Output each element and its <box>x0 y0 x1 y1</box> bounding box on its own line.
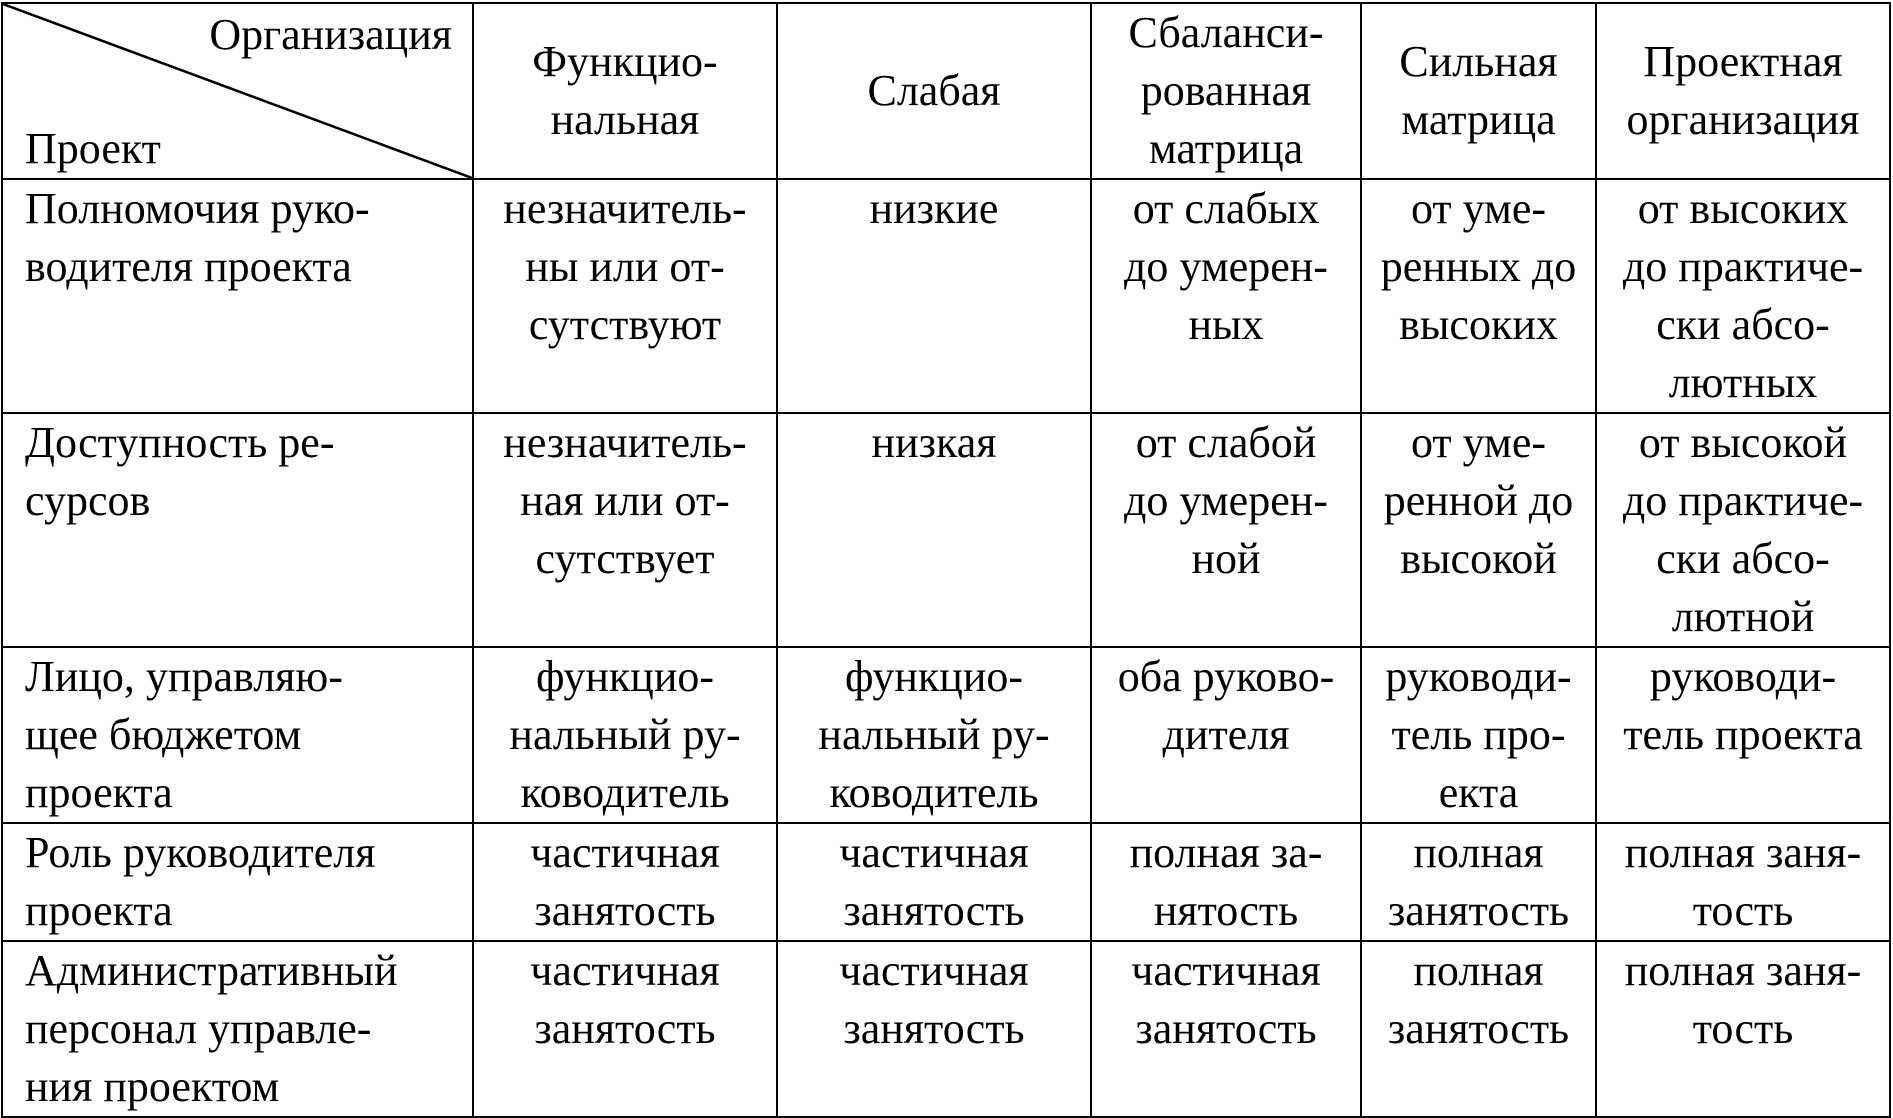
table-cell <box>473 179 777 413</box>
table-cell <box>1361 823 1596 941</box>
column-header-weak <box>777 3 1091 179</box>
cell-text: от уме- ренной до высокой <box>1383 418 1574 583</box>
cell-text: функцио- нальный ру- ководитель <box>818 652 1050 817</box>
cell-text: от уме- ренных до высоких <box>1380 184 1577 349</box>
column-header-text: Проектная организация <box>1626 37 1860 144</box>
table-cell <box>1091 413 1361 647</box>
row-header-text: Лицо, управляю- щее бюджетом проекта <box>25 652 343 817</box>
column-header-functional <box>473 3 777 179</box>
row-header-text: Доступность ре- сурсов <box>25 418 335 525</box>
cell-text: полная заня- тость <box>1624 946 1862 1053</box>
cell-text: от высокой до практиче- ски абсо- лютной <box>1622 418 1864 641</box>
cell-text: частичная занятость <box>1131 946 1321 1053</box>
row-header <box>2 413 473 647</box>
cell-text: руководи- тель про- екта <box>1385 652 1572 817</box>
table-cell <box>777 941 1091 1117</box>
column-header-text: Функцио- нальная <box>532 37 718 144</box>
cell-text: от слабой до умерен- ной <box>1124 418 1328 583</box>
column-header-balanced <box>1091 3 1361 179</box>
table-cell <box>1091 179 1361 413</box>
cell-text: функцио- нальный ру- ководитель <box>509 652 741 817</box>
row-header <box>2 823 473 941</box>
row-header-text: Полномочия руко- водителя проекта <box>25 184 370 291</box>
cell-text: полная занятость <box>1387 946 1570 1053</box>
table-cell <box>1596 413 1890 647</box>
table-cell <box>1091 941 1361 1117</box>
table-header-row <box>2 3 1890 179</box>
cell-text: частичная занятость <box>530 828 720 935</box>
table-cell <box>1361 413 1596 647</box>
cell-text: от слабых до умерен- ных <box>1124 184 1328 349</box>
table-row <box>2 179 1890 413</box>
table-cell <box>1361 179 1596 413</box>
column-header-text: Сбаланси- рованная матрица <box>1128 8 1324 173</box>
cell-text: незначитель- ны или от- сутствуют <box>503 184 747 349</box>
cell-text: полная занятость <box>1387 828 1570 935</box>
cell-text: частичная занятость <box>839 828 1029 935</box>
corner-project-label: Проект <box>25 124 161 173</box>
table-row <box>2 823 1890 941</box>
table-cell <box>1361 647 1596 823</box>
table-cell <box>473 413 777 647</box>
cell-text: низкая <box>871 418 997 467</box>
organization-structure-table <box>1 2 1891 1118</box>
column-header-projectized <box>1596 3 1890 179</box>
cell-text: полная за- нятость <box>1129 828 1323 935</box>
table-cell <box>473 823 777 941</box>
table-row <box>2 413 1890 647</box>
table-cell <box>1596 179 1890 413</box>
table-cell <box>1361 941 1596 1117</box>
cell-text: руководи- тель проекта <box>1623 652 1863 759</box>
corner-organization-label: Организация <box>209 10 452 59</box>
row-header <box>2 941 473 1117</box>
table-cell <box>777 179 1091 413</box>
table-cell <box>473 941 777 1117</box>
table-cell <box>1596 647 1890 823</box>
column-header-text: Сильная матрица <box>1399 37 1558 144</box>
table-cell <box>777 823 1091 941</box>
table-row <box>2 647 1890 823</box>
row-header <box>2 647 473 823</box>
table-cell <box>1091 823 1361 941</box>
column-header-strong <box>1361 3 1596 179</box>
table-cell <box>777 647 1091 823</box>
table-cell <box>1596 941 1890 1117</box>
table-cell <box>473 647 777 823</box>
column-header-text: Слабая <box>867 66 1001 115</box>
table-cell <box>1091 647 1361 823</box>
row-header-text: Административный персонал управле- ния проектом <box>25 946 398 1111</box>
corner-cell <box>2 3 473 179</box>
table-cell <box>777 413 1091 647</box>
cell-text: частичная занятость <box>530 946 720 1053</box>
cell-text: от высоких до практиче- ски абсо- лютных <box>1622 184 1864 407</box>
row-header-text: Роль руководителя проекта <box>25 828 376 935</box>
cell-text: полная заня- тость <box>1624 828 1862 935</box>
cell-text: низкие <box>869 184 999 233</box>
table-row <box>2 941 1890 1117</box>
cell-text: незначитель- ная или от- сутствует <box>503 418 747 583</box>
cell-text: частичная занятость <box>839 946 1029 1053</box>
cell-text: оба руково- дителя <box>1117 652 1335 759</box>
table-cell <box>1596 823 1890 941</box>
row-header <box>2 179 473 413</box>
